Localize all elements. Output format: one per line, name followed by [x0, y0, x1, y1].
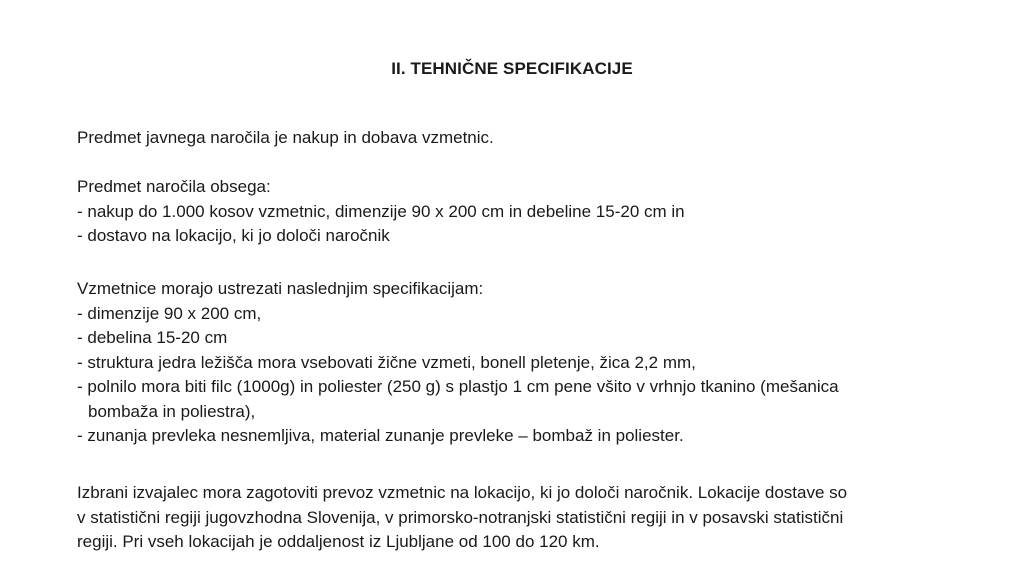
specs-section — [77, 277, 977, 449]
spec-item-continuation: bombaža in poliestra), — [88, 401, 256, 421]
spec-item: - polnilo mora biti filc (1000g) in poliester (250 g) s plastjo 1 cm pene všito v vrhnjo tkanino (mešanica — [77, 377, 839, 396]
section-title: II. TEHNIČNE SPECIFIKACIJE — [391, 59, 633, 78]
delivery-line: v statistični regiji jugovzhodna Slovenija, v primorsko-notranjski statistični regiji in v posavski statistični — [77, 507, 844, 527]
scope-section — [77, 175, 977, 249]
scope-item: - nakup do 1.000 kosov vzmetnic, dimenzije 90 x 200 cm in debeline 15-20 cm in — [77, 201, 685, 221]
scope-item: - dostavo na lokacijo, ki jo določi naročnik — [77, 226, 390, 245]
delivery-line: Izbrani izvajalec mora zagotoviti prevoz vzmetnic na lokacijo, ki jo določi naročnik. Lokacije dostave so — [77, 483, 848, 502]
intro-text: Predmet javnega naročila je nakup in dobava vzmetnic. — [77, 128, 494, 147]
spec-item: - debelina 15-20 cm — [77, 328, 228, 347]
specs-heading: Vzmetnice morajo ustrezati naslednjim specifikacijam: — [77, 279, 484, 298]
spec-item: - struktura jedra ležišča mora vsebovati žične vzmeti, bonell pletenje, žica 2,2 mm, — [77, 352, 696, 372]
scope-heading: Predmet naročila obsega: — [77, 177, 271, 196]
spec-item: - zunanja prevleka nesnemljiva, material zunanje prevleke – bombaž in poliester. — [77, 426, 684, 445]
intro-paragraph — [77, 126, 977, 151]
spec-item: - dimenzije 90 x 200 cm, — [77, 303, 262, 323]
delivery-line: regiji. Pri vseh lokacijah je oddaljenost iz Ljubljane od 100 do 120 km. — [77, 532, 600, 551]
delivery-paragraph — [77, 481, 977, 555]
